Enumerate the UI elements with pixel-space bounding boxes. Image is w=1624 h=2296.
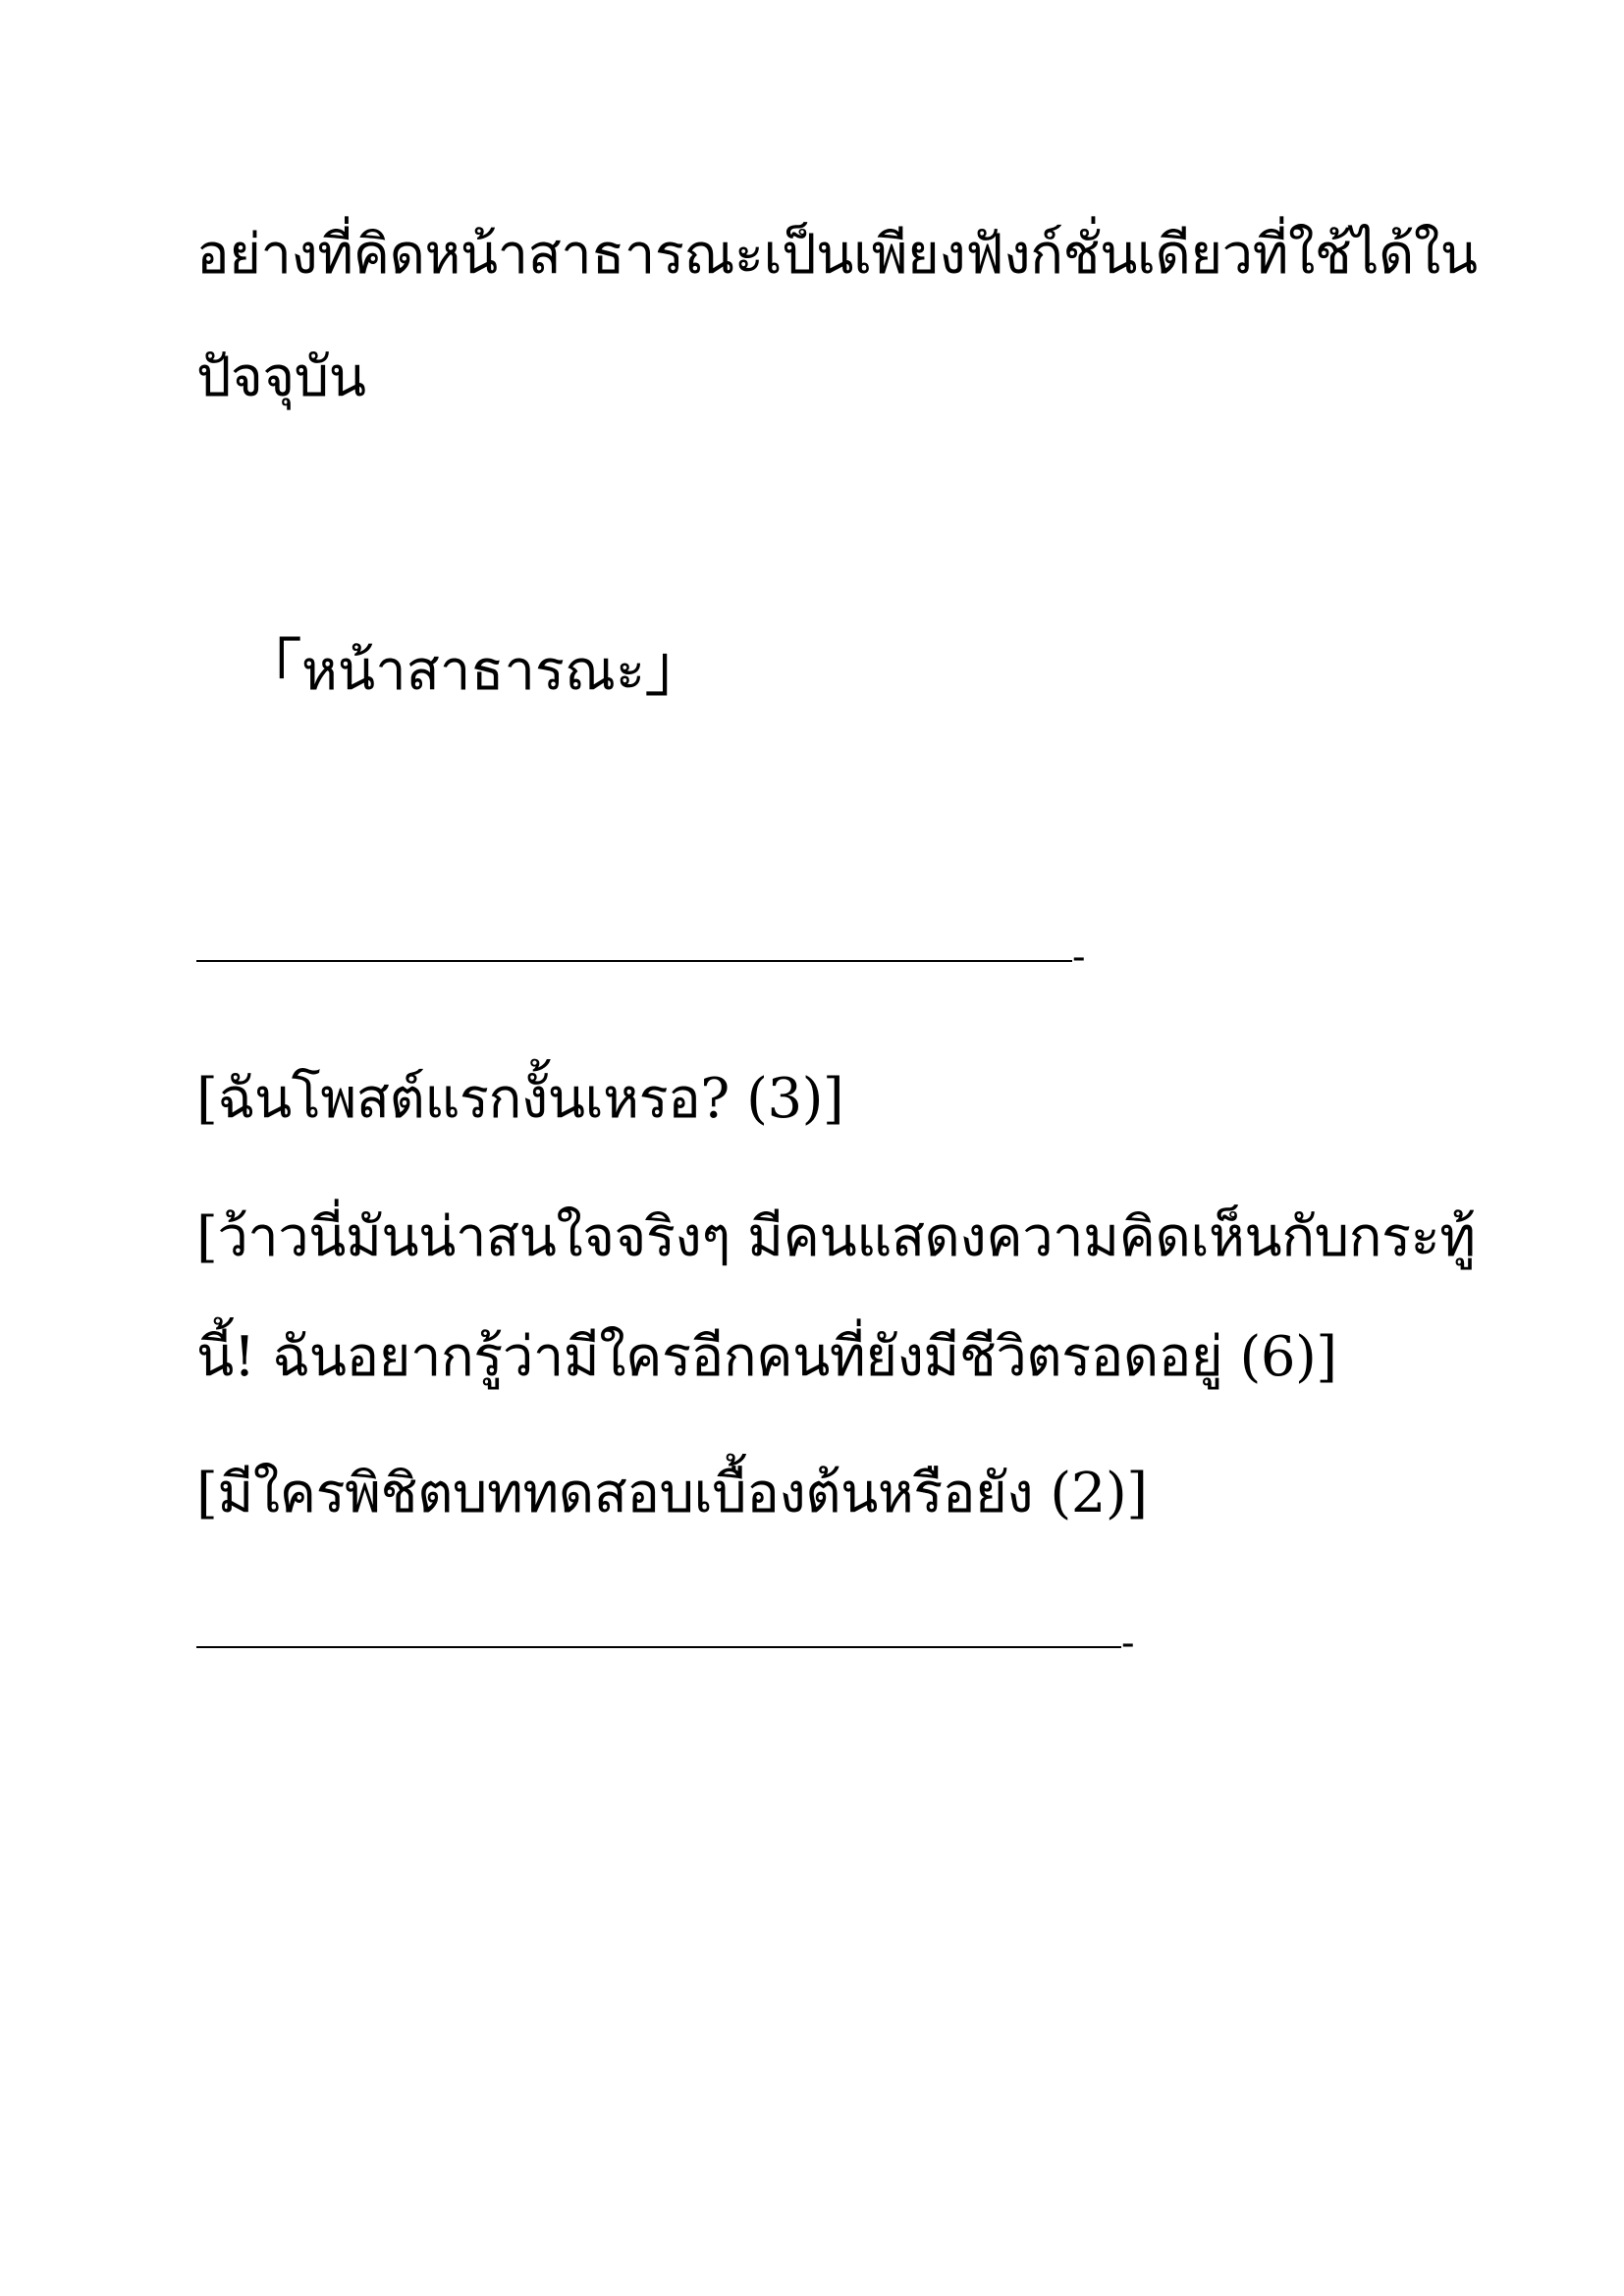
divider-line-2 <box>196 1646 1121 1648</box>
close-corner-bracket: 」 <box>645 632 707 704</box>
divider-2-tail: - <box>1121 1621 1135 1666</box>
paragraph-line-1: อย่างที่คิดหน้าสาธารณะเป็นเพียงฟังก์ชั่นเดียวที่ใช้ได้ใน <box>196 223 1478 287</box>
comment-1: [ฉันโพสต์แรกงั้นเหรอ? (3)] <box>196 1067 844 1131</box>
section-title <box>241 632 707 704</box>
comment-3: [มีใครพิชิตบททดสอบเบื้องต้นหรือยัง (2)] <box>196 1462 1148 1525</box>
open-corner-bracket: 「 <box>241 632 302 704</box>
divider-line-1 <box>196 960 1072 962</box>
divider-1-tail: - <box>1072 934 1086 980</box>
comment-2-line-1: [ว้าวนี่มันน่าสนใจจริงๆ มีคนแสดงความคิดเห็นกับกระทู้ <box>196 1205 1476 1269</box>
section-title-text: หน้าสาธารณะ <box>301 639 646 703</box>
comment-2-line-2: นี้! ฉันอยากรู้ว่ามีใครอีกคนที่ยังมีชีวิตรอดอยู่ (6)] <box>196 1325 1337 1389</box>
paragraph-line-2: ปัจจุบัน <box>196 346 366 409</box>
